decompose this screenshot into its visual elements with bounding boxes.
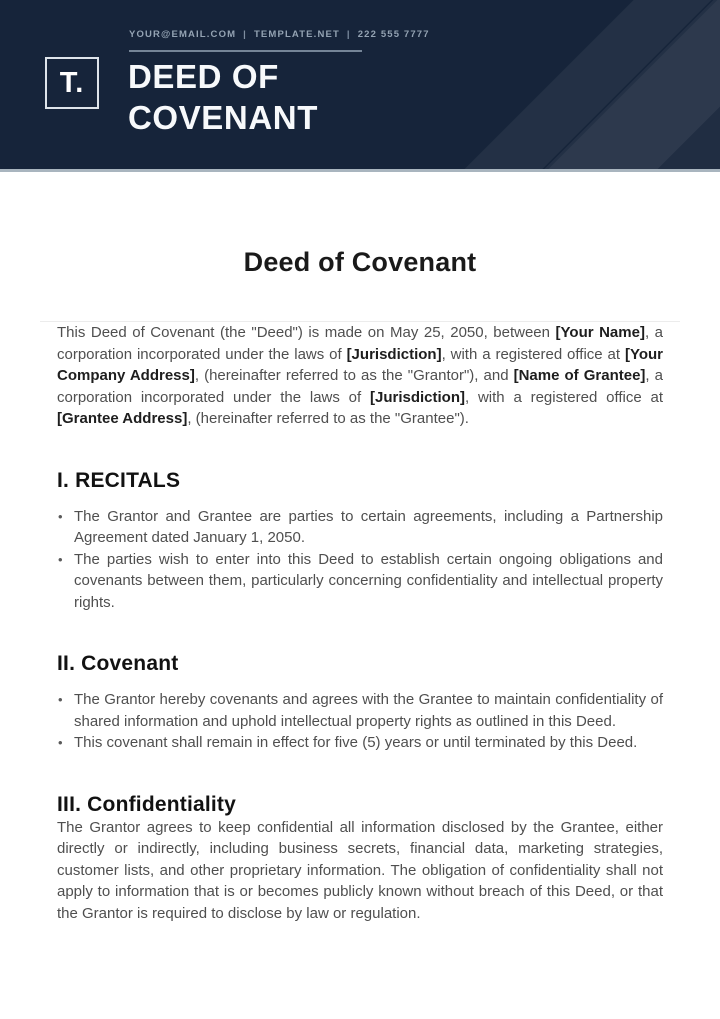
section-heading-recitals: I. RECITALS xyxy=(57,468,181,492)
contact-separator: | xyxy=(346,29,351,40)
letterhead xyxy=(0,0,720,172)
intro-paragraph: This Deed of Covenant (the "Deed") is made on May 25, 2050, between [Your Name], a corporation incorporated under the laws of [Jurisdiction], with a registered office at [Your Company Address], (hereinafter referred to as the "Grantor"), and [Name of Grantee], a corporation incorporated under the laws of [Jurisdiction], with a registered office at [Grantee Address], (hereinafter referred to as the "Grantee"). xyxy=(57,324,664,427)
contact-bar xyxy=(129,29,430,40)
list-item: • This covenant shall remain in effect for five (5) years or until terminated by this Deed. xyxy=(57,732,663,754)
logo-text: T. xyxy=(59,66,85,99)
section-heading-confidentiality: III. Confidentiality xyxy=(57,792,237,816)
contact-website: TEMPLATE.NET xyxy=(253,29,340,40)
confidentiality-paragraph: The Grantor agrees to keep confidential all information disclosed by the Grantee, either directly or indirectly, including business secrets, financial data, marketing strategies, customer lists, and other proprietary information. The obligation of confidentiality shall not apply to information that is or becomes publicly known without breach of this Deed, or that the Grantor is required to disclose by law or regulation. xyxy=(57,818,663,922)
recitals-list xyxy=(57,506,663,614)
document-page xyxy=(0,247,720,924)
covenant-list xyxy=(57,689,663,754)
contact-email: YOUR@EMAIL.COM xyxy=(129,29,237,40)
list-item: • The Grantor and Grantee are parties to certain agreements, including a Partnership Agreement dated January 1, 2050. xyxy=(57,506,663,549)
letterhead-title xyxy=(128,56,318,138)
contact-underline xyxy=(129,50,362,52)
section-heading-covenant: II. Covenant xyxy=(57,652,179,675)
contact-phone: 222 555 7777 xyxy=(357,29,430,40)
list-item: • The Grantor hereby covenants and agrees with the Grantee to maintain confidentiality of shared information and uphold intellectual property rights as outlined in this Deed. xyxy=(57,689,663,732)
list-item: • The parties wish to enter into this Deed to establish certain ongoing obligations and covenants between them, particularly concerning confidentiality and intellectual property rights. xyxy=(57,549,663,614)
contact-separator: | xyxy=(243,29,247,40)
logo xyxy=(45,57,99,109)
letterhead-title-line1: DEED OF xyxy=(128,58,279,95)
page-title: Deed of Covenant xyxy=(243,247,477,277)
letterhead-title-line2: COVENANT xyxy=(128,99,318,136)
